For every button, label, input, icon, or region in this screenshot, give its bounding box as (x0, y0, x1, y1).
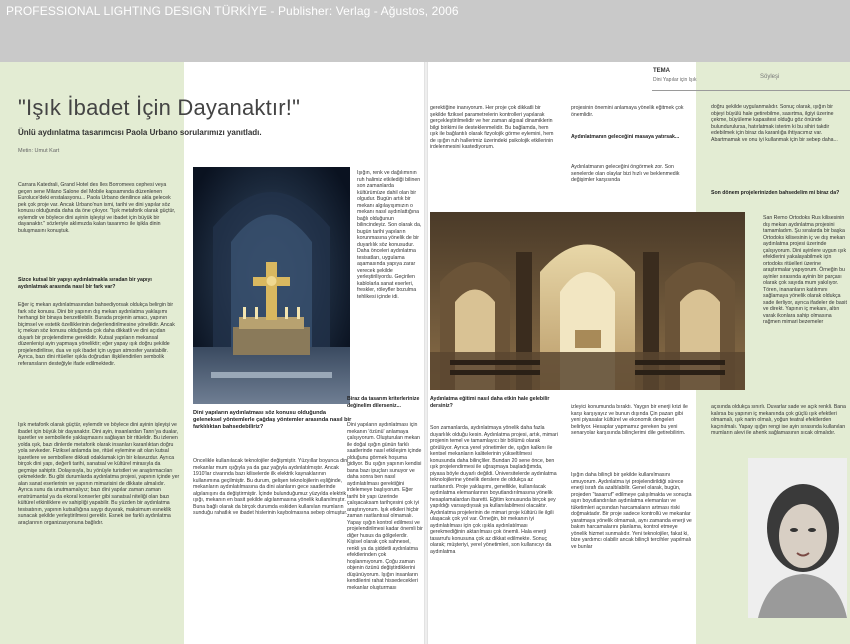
church-illustration (430, 212, 745, 390)
answer-1: Eğer iç mekan aydınlatmasından bahsediyorsak oldukça belirgin bir fark söz konusu. Dini bir yapının dış mekan aydınlatma yaklaşımı herhangi bir binaya benzetilebilir. Burada projenin amacı, yapının biçimsel ve estetik özelliklerinin değerlendirilmesine yöneliktir. Ancak iç mekan söz konusu olduğunda çok daha dikkatli ve dini açıdan duyarlı bir projelendirme gereklidir. Kutsal yapıların mekansal düzenlenişi ayin yapmaya yöneliktir; eğer yapay ışık doğru şekilde projelendirilirse, dua ve ışık ibadet için uygun atmosfer yaratabilir. Ayrıca, bazı dini ritüeller ışıkla doğrudan ilişkilendirilen sembolik referansların desteğiyle ifade edilmektedir. (18, 302, 175, 367)
article-subhead: Ünlü aydınlatma tasarımcısı Paola Urbano sorularımızı yanıtladı. (18, 128, 262, 137)
answer-5-continued: açısında oldukça sınırlı. Duvarlar sade ve açık renkli. Bana kalırsa bu yapının iç mekanında çok güçlü ışık efektleri olmamalı, ışık narin olmalı, yoğun teatral efektlerden kaçınılmalı. Yapay ışığın rengi ise ayin sırasında kullanılan mumların alevi ile ahenk sağlamasının sıcak olmalıdır. (711, 404, 846, 436)
article-byline: Metin: Umut Kart (18, 148, 60, 154)
column-6-text: doğru şekilde uygulanmalıdır. Sonuç olarak, ışığın bir objeyi büyülü hale getirebilme, sasırtma, ilgiyi üzerine çekme, büyüleme kapasitesi olduğu göz önünde bulundurulursa, hatırlatmak isterim ki bu sihiri takdir edebilmek için biraz da karanlığa ihtiyacımız var. Abartmamak ve onu iyi kullanmak için bir sebep daha... (711, 104, 838, 143)
designer-portrait-photo (748, 458, 847, 618)
column-5-text: projesinin önemini anlamaya yönelik eğitmek çok önemlidir. (571, 105, 684, 118)
answer-6-continued: izleyici konumunda bıraktı. Yaygın bir enerji krizi ile karşı karşıyayız ve bunun dışında Çin pazarı gibi yeni piyasalar kültürel ve ekonomik dengeleri belirliyor. Hesaplar yapmamız gereken bu yeni senaryolar karşısında bilinçlerimi dile getirebilirim. (571, 404, 688, 436)
answer-5: San Remo Ortodoks Rus kilisesinin dış mekan aydınlatma projesini tamamladım. Şu sıralarda bir başka Ortodoks kilisesinin iç ve dış mekan aydınlatma projesi üzerinde çalışıyorum. Dini ayinlere uygun ışık efektlerini yakalayabilmek için ortodoks ritüelleri üzerine araştırmalar yapıyorum. Örneğin bu ayinler sırasında ayinin bir parçası olarak çok sayıda mum yakılıyor. Tören, inananların katılımını sağlamaya yönelik olarak oldukça sade ilerliyor, ayrıca ifadeler de basit ve direkt. Yapının iç mekanı, altın varak ikonlara sahip olmasına rağmen mimari bezemeler (763, 215, 847, 325)
tema-subtitle: Dini Yapılar için Işık (653, 77, 697, 83)
window-title-bar (0, 0, 850, 62)
church-interior-photo (430, 212, 745, 390)
section-label: Söyleşi (760, 74, 780, 80)
altar-illustration (193, 167, 350, 404)
cathedral-altar-photo (193, 167, 350, 404)
intro-paragraph: Carrara Katedrali, Grand Hotel des Iles Borromees cephesi veya geçen sene Milano Salone del Mobile kapsamında düzenlenen Euroluce'deki enstalasyonu... Paola Urbano denilince akla gelecek pek çok proje var. Ancak Urbano'nun ismi, tarihi ve dini yapılar söz konusu olduğunda daha da öne çıkıyor. "Işık metaforik olarak güçtür, eylemdir ve böylece dini ayinin işleyişi ve ibadet için büyük bir dayanaktır." sözleriyle aklımızda kalan tasarımcı ile işikla dinin buluşmasını konuştuk. (18, 182, 176, 234)
portrait-illustration (748, 458, 847, 618)
question-6: Aydınlatma eğitimi nasıl daha etkin hale gelebilir dersiniz? (430, 396, 550, 409)
column-3-text: Işığın, renk ve dağılımının ruh halimiz etkilediği bilinen son zamanlarda kültürümüze dahil olan bir olgudur. Bugün artık bir mekanı algılayışımızın o mekanı nasıl aydınlattığına bağlı olduğunun bilincindeyiz. Son olarak da, bugün tarihi yapıların korunmasına yönelik de bir duyarlılık söz konusudur. Daha önceleri aydınlatma tesisatları, uygulama aşamasında yapıya zarar verecek şekilde yerleştiriliyordu. Geçirilen kablolarla sanat eserleri, freskler, röleyfler bozulma tehlikesi içinde idi. (357, 170, 422, 300)
question-4: Aydınlatmanın geleceğini masaya yatırsak... (571, 134, 680, 140)
answer-3: Dini yapıların aydınlatması için mekanın 'özünü' anlamaya çalışıyorum. Oluşturulan mekan ile doğal ışığın günün farklı saatlerinde nasıl etkileşim içinde olduğunu görmek hoşuma gidiyor. Bu ışığın yapının kendisi bana bazı ipuçları sunuyor ve daha sonra ben nasıl aydınlatılması gerektiğini irdelemeye başlıyorum. Eğer tarihi bir yapı üzerinde çalışacaksam tarihçesini çok iyi araştırıyorum. Işık etkileri hiçbir zaman rastlantısal olmamalı. Yapay ışığın kontrol edilmesi ve projelendirilmesi kadar önemli bir diğer husus da gölgelerdir. Kişisel olarak çok sahnesel, renkli ya da şiddetli aydınlatma efektlerinden çok hoşlanmıyorum. Çoğu zaman objenin özünü değiştirdiklerini düşünüyorum. Işığın insanların kendilerini rahat hissedecekleri mekanlar oluşturması (347, 422, 423, 591)
header-rule-right (696, 90, 850, 91)
article-headline: "Işık İbadet İçin Dayanaktır!" (18, 95, 301, 120)
tema-label: TEMA (653, 68, 670, 74)
question-3: Biraz da tasarım kriterlerinize değinelim dilerseniz... (347, 396, 420, 409)
answer-1-continued: Işık metaforik olarak güçtür, eylemdir ve böylece dini ayinin işleyişi ve ibadet için büyük bir dayanaktır. Dini ayin, insanlardan Tanrı'ya dualar, işaretler ve sembollerle yaklaşmasını sağlayan bir ritüeldir. Bu izlenen yolda ışık, bazı dinlerde metaforik olarak insanları karanlıktan doğru yola sevkeder. Fiziksel anlamda ise, ritüel eylemine ait olan kutsal işaretlere ve sembollere dikkati odaklamak için bir kılavuzdur. Ayrıca birçok dini yapı, değerli tarihi, sanatsal ve kültürel mirasıyla da geçmişe sahiptir. Dolayısıyla, bu yönüyle turistleri ve araştırmacıları çekmektedir. Bu gibi durumlarda aydınlatma projesi, yapının içinde yer alan sanat eserlerinin ve yapının mimarisini de dikkate almalıdır. Ayrıca sunu da unutmamalıyız; bazı dini yapılar zaman zaman enstrümantal ya da ekoral konserler gibi sanatsal niteliği olan bazı kültürel etkinliklere ev sahipliği yapabilir. Bu yüzden bir aydınlatma tesisatının, yapının kutsallığına saygı duyarak, maksimum esneklik sunacak şekilde yerleştirilmesi gereklir. Esnek ise farklı aydınlatma araçlarının organizasyonuna bağlıdır. (18, 422, 180, 526)
question-1: Sizce kutsal bir yapıyı aydınlatmakla sıradan bir yapıyı aydınlatmak arasında nasıl bir fark var? (18, 277, 152, 290)
column-4-text: gerektiğine inanıyorum. Her proje çok dikkatli bir şekilde fiziksel parametrelerin kontrolleri yapılarak gerçekleştirilmelidir ve her zaman algısal dinamiklerin bilgi birikimi ile desteklenmelidir. Bu bağlamda, hem ışık ile bağlantılı olarak fizyolojik görme eylemini, hem de ışığın ruh hallerimiz üzerindeki psikolojik etkilerinin irdelenmesini kastediyorum. (430, 105, 554, 150)
answer-6-final: Işığın daha bilinçli bir şekilde kullanılmasını umuyorum. Aydınlatma iyi projelendirildiği sürece enerji israfı da azaltılabilir. Genel olarak, bugün, projeden "tasarruf" edilmeye çalışılmakta ve sonuçta aşırı boyutlandırılan aydınlatma elemanları ve tüketimleri açısından harcamaların artması riski doğmaktadır. Bir proje sadece kontrollü ve mekanlar yaratmaya yönelik olmamalı, aynı zamanda enerji ve bakım harcamalarını planlama, kontrol etmeye yönelik hizmet sunmalıdır. Yeni teknolojiler, fakat ki, bize yardımcı olabilir ancak bilinçli tercihler yapılmalı ve bunlar (571, 472, 692, 550)
answer-6: Son zamanlarda, aydınlatmaya yönelik daha fazla duyarlılık olduğu kesin. Aydınlatma projesi, artık, mimari projenin temel ve tamamlayıcı bir bölümü olarak görülüyor. Ayrıca yerel yönetimler de, ışığın kalkını ile kentsel mekanların kalitelerinin yükseltilmesi konusunda daha bilinçliler. Bundan 20 sene önce, ben ışık projelendirmesi ile uğraşmaya başladığımda, piyasa böyle duyarlı değildi. Üniversitelerde aydınlatma teknolojilerine yönelik derslere de oldukça az rastlanırdı. Proje yaklaşımı, genellikle, kullanılacak aydınlatma elemanlarının boyutlandırılmasına yönelik hesaplamalardan ibaretti. Eğitim konusunda birçok şey yapıldığı varsaydıysak ya kullanılabilmesi olacaktır. Aydınlatma projelerinin de mimari proje kültürü ile ilgili ulaşacak çok yol var. Örneğin, bir mekanın iyi aydınlatılması için çok ışıkla aydınlatılması gerekmediğinin aktarılması çok önemli. Hala enerji tasarrufu konusuna çok az dikkat edilmekte. Sonuç olarak; müşteriyi, yerel yönetimleri, son kullanıcıyı da aydınlatma (430, 425, 558, 555)
header-rule-left (652, 90, 696, 91)
answer-2: Öncelikle kullanılacak teknolojiler değişmiştir. Yüzyıllar boyunca dini mekanlar mum ışığıyla ya da gaz yağıyla aydınlatılmıştır. Ancak 1910'lar civarında bazı kiliselerde ilk elektrik kaynaklarının kullanımına geçilmiştir. Bu durum, gelişen teknolojilerin eşliğinde, mekanların aydınlatılmasına da dini alanların gece saatlerinde algılanışını da değiştirmiştir. İçinde bulunduğumuz yüzyılda elektrik ışığı, mekanın en basit şekilde algılanmasına yönelik kullanılmıştır. Buna bağlı olarak da birçok durumda eskiden kullanılan mumların sunduğu rahatlık ve ibadet hislerinin kaybolmasına sebep olmuştur. (193, 458, 349, 516)
question-5: Son dönem projelerinizden bahsedelim mi biraz da? (711, 190, 840, 196)
question-2: Dini yapıların aydınlatması söz konusu olduğunda geleneksel yöntemlerle çağdaş yöntemler arasında nasıl bir farklılıktan bahsedebiliriz? (193, 410, 352, 430)
page-gutter (424, 62, 428, 644)
window-title: PROFESSIONAL LIGHTING DESIGN TÜRKİYE - Publisher: Verlag - Ağustos, 2006 (6, 4, 459, 18)
answer-4: Aydınlatmanın geleceğini öngörmek zor. Son senelerde olan olaylar bizi hızlı ve beklenmedik değişimler karşısında (571, 164, 680, 183)
